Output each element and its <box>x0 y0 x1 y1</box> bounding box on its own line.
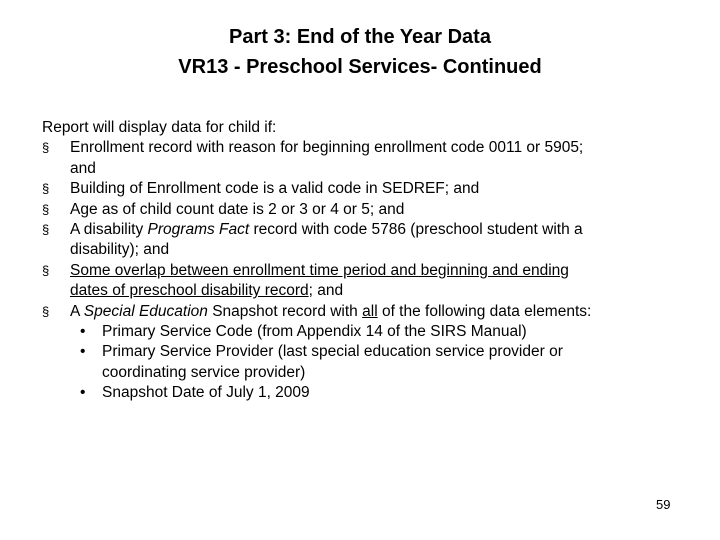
programs-fact-text: Programs Fact <box>147 221 250 239</box>
all-underlined-text: all <box>362 302 378 320</box>
dot-bullet-icon: • <box>80 323 86 341</box>
bullet-text-post: record with code 5786 (preschool student with a <box>249 221 583 239</box>
sub-bullet-text: Primary Service Provider (last special education service provider or <box>102 343 563 361</box>
bullet-text-pre: A disability <box>70 221 148 239</box>
square-bullet-icon: § <box>42 201 50 217</box>
sub-bullet-service-code <box>42 322 692 342</box>
bullet-text: Age as of child count date is 2 or 3 or 4 or 5; and <box>70 200 405 218</box>
dot-bullet-icon: • <box>80 384 86 402</box>
sub-bullet-text: Primary Service Code (from Appendix 14 of the SIRS Manual) <box>102 323 527 341</box>
bullet-age <box>42 200 692 220</box>
bullet-snapshot <box>42 302 692 322</box>
sub-bullet-service-provider <box>42 342 692 362</box>
bullet-text-post: ; and <box>308 282 344 300</box>
bullet-building <box>42 179 692 199</box>
slide-title <box>0 22 720 82</box>
overlap-link-continued[interactable]: dates of preschool disability record <box>70 282 309 300</box>
bullet-enrollment-continued: and <box>70 159 96 177</box>
slide-body <box>42 118 692 404</box>
bullet-disability-continued: disability); and <box>70 241 170 259</box>
bullet-text-mid: Snapshot record with <box>207 302 363 320</box>
bullet-text: Enrollment record with reason for beginning enrollment code 0011 or 5905; <box>70 139 584 157</box>
square-bullet-icon: § <box>42 262 50 278</box>
sub-bullet-text: Snapshot Date of July 1, 2009 <box>102 384 310 402</box>
dot-bullet-icon: • <box>80 343 86 361</box>
bullet-text-post: of the following data elements: <box>377 302 592 320</box>
square-bullet-icon: § <box>42 181 50 197</box>
square-bullet-icon: § <box>42 222 50 238</box>
title-line-2: VR13 - Preschool Services- Continued <box>178 56 542 78</box>
bullet-overlap-continued <box>42 281 692 301</box>
special-education-text: Special Education <box>83 302 208 320</box>
intro-text: Report will display data for child if: <box>42 119 277 136</box>
sub-bullet-snapshot-date <box>42 383 692 403</box>
page-number: 59 <box>656 497 671 512</box>
square-bullet-icon: § <box>42 140 50 156</box>
bullet-text: Building of Enrollment code is a valid code in SEDREF; and <box>70 180 480 198</box>
square-bullet-icon: § <box>42 303 50 319</box>
bullet-enrollment <box>42 138 692 158</box>
title-line-1: Part 3: End of the Year Data <box>229 26 491 48</box>
bullet-disability <box>42 220 692 240</box>
sub-bullet-service-provider-continued: coordinating service provider) <box>102 363 306 381</box>
bullet-text-pre: A <box>70 302 84 320</box>
overlap-link[interactable]: Some overlap between enrollment time period and beginning and ending <box>70 261 569 279</box>
bullet-overlap <box>42 261 692 281</box>
